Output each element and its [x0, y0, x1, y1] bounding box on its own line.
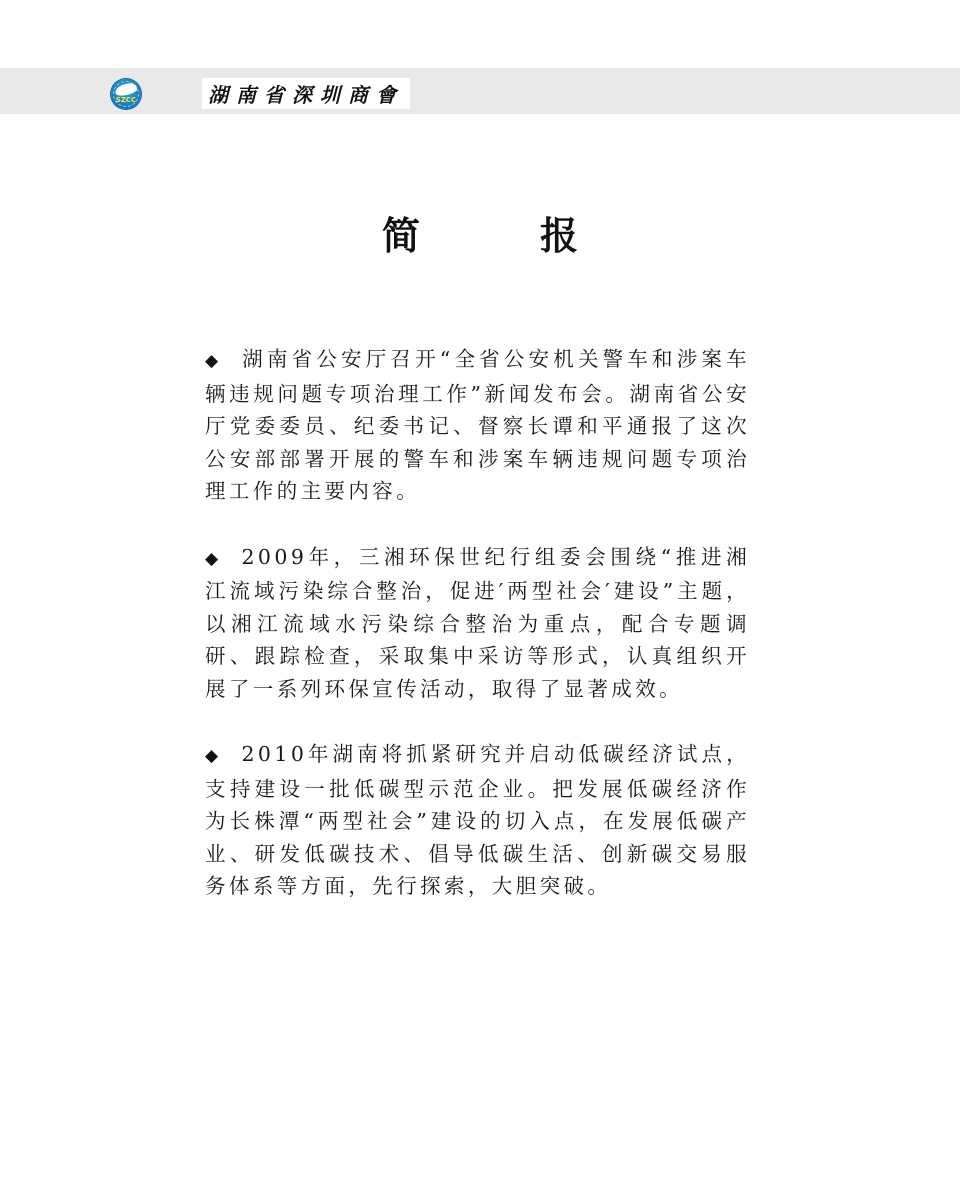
title-char-left: 简 — [381, 213, 420, 258]
diamond-bullet-icon: ◆ — [205, 548, 222, 569]
org-name-box — [202, 78, 410, 109]
bulletin-content — [205, 343, 750, 936]
org-name: 湖南省深圳商會 — [208, 83, 404, 107]
bulletin-item — [205, 541, 750, 706]
bulletin-item-text: 湖南省公安厅召开“全省公安机关警车和涉案车辆违规问题专项治理工作”新闻发布会。湖南省公安厅党委委员、纪委书记、督察长谭和平通报了这次公安部部署开展的警车和涉案车辆违规问题专项治理工作的主要内容。 — [205, 347, 750, 503]
bulletin-item-text: 2010年湖南将抓紧研究并启动低碳经济试点，支持建设一批低碳型示范企业。把发展低碳经济作为长株潭“两型社会”建设的切入点，在发展低碳产业、研发低碳技术、倡导低碳生活、创新碳交易服务体系等方面，先行探索，大胆突破。 — [205, 742, 750, 898]
bulletin-item — [205, 343, 750, 508]
diamond-bullet-icon: ◆ — [205, 746, 222, 766]
header-band — [0, 68, 960, 114]
title-char-right: 报 — [540, 213, 579, 258]
diamond-bullet-icon: ◆ — [205, 351, 222, 371]
logo-text: SZCC — [115, 96, 137, 104]
chamber-logo-icon — [111, 79, 141, 109]
bulletin-item — [205, 738, 750, 903]
document-title — [0, 205, 960, 260]
bulletin-item-text: 2009年，三湘环保世纪行组委会围绕“推进湘江流域污染综合整治，促进′两型社会′建设”主题，以湘江流域水污染综合整治为重点，配合专题调研、跟踪检查，采取集中采访等形式，认真组织开展了一系列环保宣传活动，取得了显著成效。 — [205, 544, 750, 701]
